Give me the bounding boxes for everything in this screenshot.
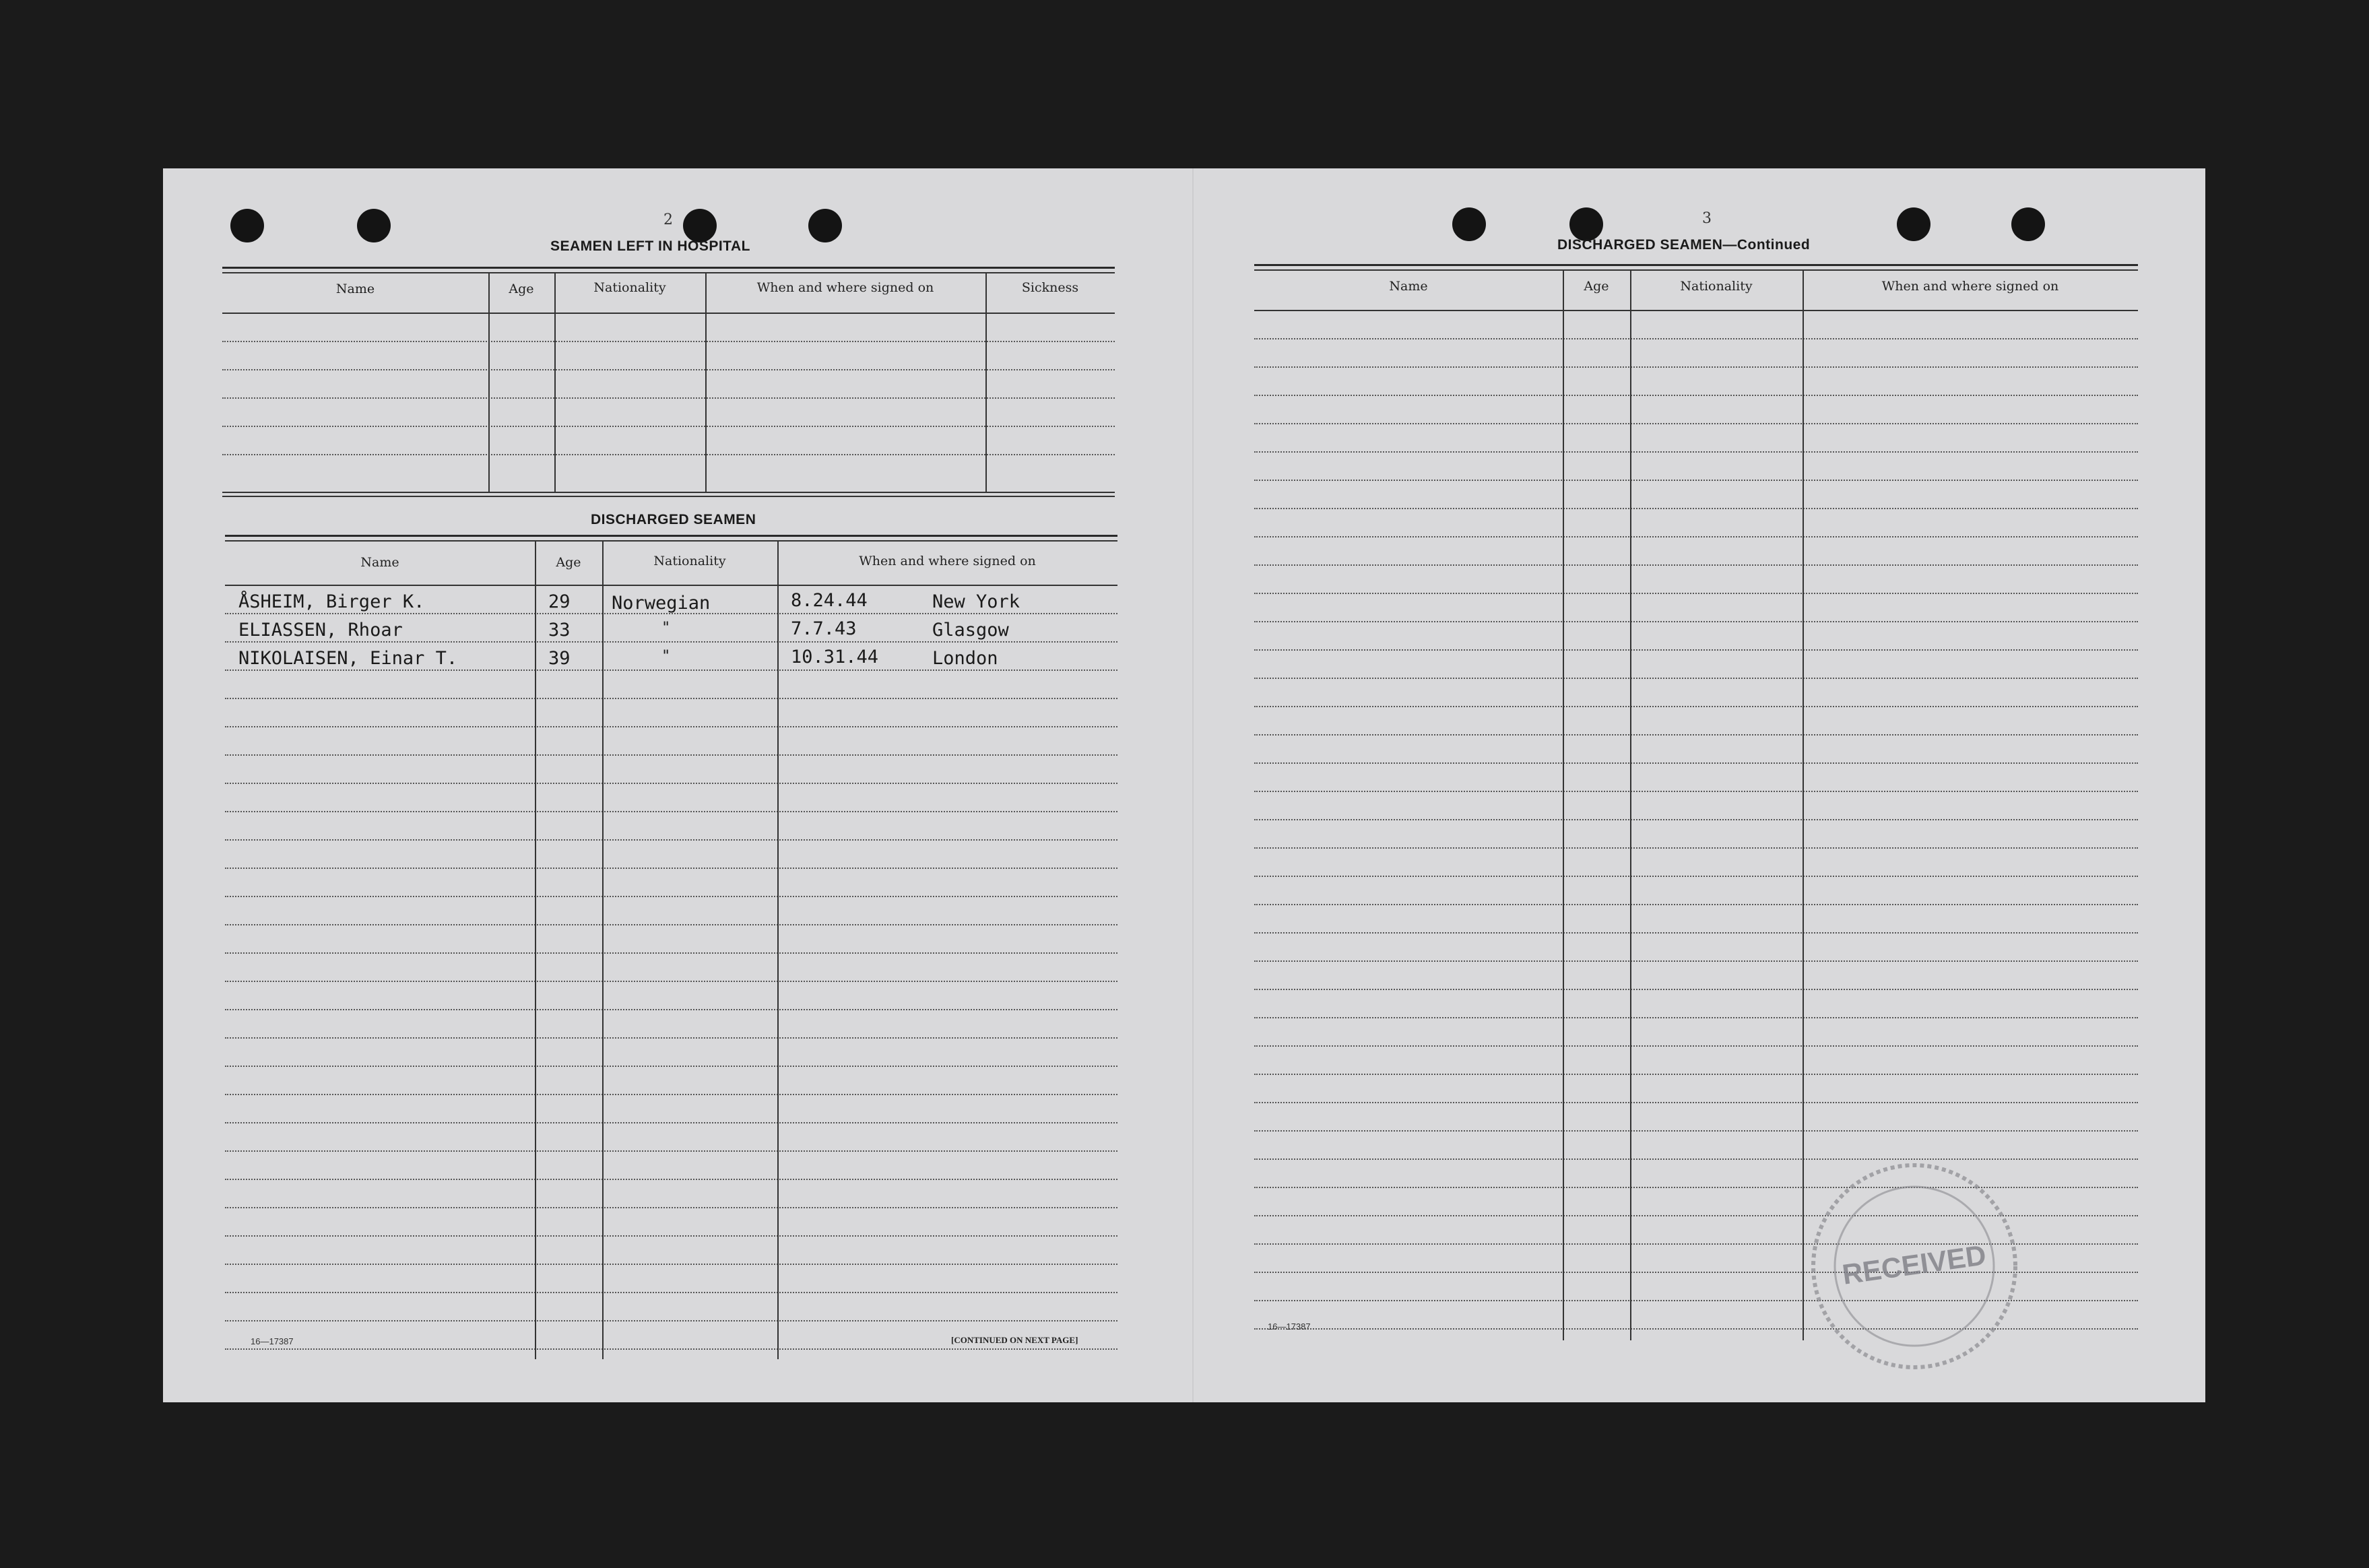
row-rule — [222, 397, 1115, 399]
column-header-age: Age — [1584, 279, 1609, 294]
seaman-name: ÅSHEIM, Birger K. — [238, 591, 425, 612]
row-rule — [1254, 791, 2138, 792]
row-rule — [225, 1179, 1117, 1180]
row-rule — [225, 924, 1117, 925]
row-rule — [225, 1037, 1117, 1039]
row-rule — [225, 811, 1117, 812]
column-header-name: Name — [335, 282, 375, 296]
punch-hole — [230, 209, 264, 242]
row-rule — [225, 1235, 1117, 1237]
row-rule — [1254, 678, 2138, 679]
row-rule — [1254, 876, 2138, 877]
punch-hole — [2011, 207, 2045, 241]
signed-on-date: 8.24.44 — [791, 590, 868, 611]
signed-on-place: Glasgow — [932, 620, 1009, 641]
row-rule — [1254, 1045, 2138, 1047]
column-header-signed-on: When and where signed on — [1881, 279, 2059, 294]
column-header-sickness: Sickness — [1021, 280, 1079, 295]
row-rule — [225, 1066, 1117, 1067]
seaman-nationality: " — [661, 648, 671, 665]
row-rule — [225, 1264, 1117, 1265]
table-top-rule — [225, 540, 1117, 542]
right-page — [1194, 168, 2205, 1402]
column-header-nationality: Nationality — [593, 280, 666, 295]
row-rule — [1254, 593, 2138, 594]
column-header-name: Name — [360, 555, 399, 570]
title-suffix: —Continued — [1722, 237, 1811, 253]
column-header-nationality: Nationality — [653, 554, 726, 568]
seaman-age: 39 — [548, 648, 571, 669]
discharged-continued-title — [1557, 237, 1810, 253]
seaman-name: NIKOLAISEN, Einar T. — [238, 648, 458, 669]
table-top-rule — [225, 535, 1117, 537]
row-rule — [1254, 536, 2138, 537]
signed-on-place: New York — [932, 591, 1020, 612]
row-rule — [1254, 451, 2138, 453]
row-rule — [225, 669, 1117, 671]
column-divider — [554, 272, 556, 492]
table-top-rule — [1254, 264, 2138, 266]
row-rule — [1254, 904, 2138, 905]
row-rule — [225, 1094, 1117, 1095]
row-rule — [225, 1348, 1117, 1350]
column-divider — [602, 540, 604, 1359]
signed-on-date: 7.7.43 — [791, 618, 857, 639]
column-divider — [985, 272, 987, 492]
row-rule — [225, 754, 1117, 756]
row-rule — [222, 454, 1115, 455]
table-top-rule — [222, 267, 1115, 269]
header-underline — [222, 313, 1115, 314]
page-number: 3 — [1702, 210, 1712, 227]
row-rule — [225, 698, 1117, 699]
row-rule — [225, 641, 1117, 643]
row-rule — [1254, 423, 2138, 424]
row-rule — [1254, 819, 2138, 820]
row-rule — [1254, 762, 2138, 764]
seaman-age: 33 — [548, 620, 571, 641]
column-divider — [488, 272, 490, 492]
document-sheet — [163, 168, 2205, 1402]
column-divider — [777, 540, 779, 1359]
row-rule — [225, 783, 1117, 784]
hospital-section-title: SEAMEN LEFT IN HOSPITAL — [550, 238, 750, 254]
row-rule — [1254, 1130, 2138, 1132]
form-number: 16—17387 — [251, 1336, 294, 1346]
row-rule — [222, 369, 1115, 370]
row-rule — [1254, 1074, 2138, 1075]
seaman-name: ELIASSEN, Rhoar — [238, 620, 403, 641]
punch-hole — [1569, 207, 1603, 241]
table-top-rule — [222, 272, 1115, 273]
title-main: DISCHARGED SEAMEN — [1557, 237, 1723, 253]
signed-on-date: 10.31.44 — [791, 647, 879, 667]
continued-note: [CONTINUED ON NEXT PAGE] — [951, 1335, 1078, 1345]
seaman-age: 29 — [548, 591, 571, 612]
column-header-signed-on: When and where signed on — [859, 554, 1036, 568]
seaman-nationality: " — [661, 620, 671, 636]
row-rule — [1254, 847, 2138, 849]
column-divider — [1630, 269, 1631, 1340]
row-rule — [1254, 480, 2138, 481]
column-header-age: Age — [556, 555, 581, 570]
table-bottom-rule — [222, 496, 1115, 497]
row-rule — [225, 896, 1117, 897]
column-header-name: Name — [1389, 279, 1428, 294]
row-rule — [225, 981, 1117, 982]
signed-on-place: London — [932, 648, 998, 669]
punch-hole — [683, 209, 717, 242]
column-divider — [705, 272, 707, 492]
row-rule — [225, 1207, 1117, 1208]
header-underline — [225, 585, 1117, 586]
row-rule — [225, 1292, 1117, 1293]
punch-hole — [1897, 207, 1930, 241]
row-rule — [1254, 734, 2138, 736]
column-header-signed-on: When and where signed on — [756, 280, 934, 295]
row-rule — [1254, 564, 2138, 566]
punch-hole — [1452, 207, 1486, 241]
column-divider — [1563, 269, 1564, 1340]
row-rule — [225, 952, 1117, 954]
discharged-section-title: DISCHARGED SEAMEN — [591, 512, 756, 527]
row-rule — [1254, 621, 2138, 622]
received-stamp — [1807, 1158, 2022, 1374]
row-rule — [1254, 932, 2138, 934]
seaman-nationality: Norwegian — [612, 593, 711, 614]
row-rule — [1254, 338, 2138, 339]
row-rule — [222, 426, 1115, 427]
row-rule — [1254, 649, 2138, 651]
left-page — [163, 168, 1194, 1402]
table-bottom-rule — [222, 492, 1115, 493]
column-divider — [1803, 269, 1804, 1340]
row-rule — [1254, 395, 2138, 396]
row-rule — [225, 1150, 1117, 1152]
row-rule — [1254, 508, 2138, 509]
row-rule — [1254, 989, 2138, 990]
row-rule — [1254, 960, 2138, 962]
column-divider — [535, 540, 536, 1359]
stamp-label: RECEIVED — [1840, 1239, 1988, 1291]
column-header-age: Age — [509, 282, 534, 296]
row-rule — [222, 341, 1115, 342]
form-number: 16—17387 — [1268, 1321, 1311, 1332]
row-rule — [1254, 706, 2138, 707]
row-rule — [225, 868, 1117, 869]
header-underline — [1254, 310, 2138, 311]
row-rule — [1254, 1102, 2138, 1103]
table-top-rule — [1254, 269, 2138, 271]
punch-hole — [357, 209, 391, 242]
row-rule — [225, 1122, 1117, 1123]
page-number: 2 — [663, 211, 673, 228]
row-rule — [225, 726, 1117, 727]
row-rule — [225, 1009, 1117, 1010]
row-rule — [1254, 1017, 2138, 1018]
column-header-nationality: Nationality — [1680, 279, 1753, 294]
row-rule — [1254, 366, 2138, 368]
punch-hole — [808, 209, 842, 242]
row-rule — [225, 1320, 1117, 1321]
row-rule — [225, 839, 1117, 841]
